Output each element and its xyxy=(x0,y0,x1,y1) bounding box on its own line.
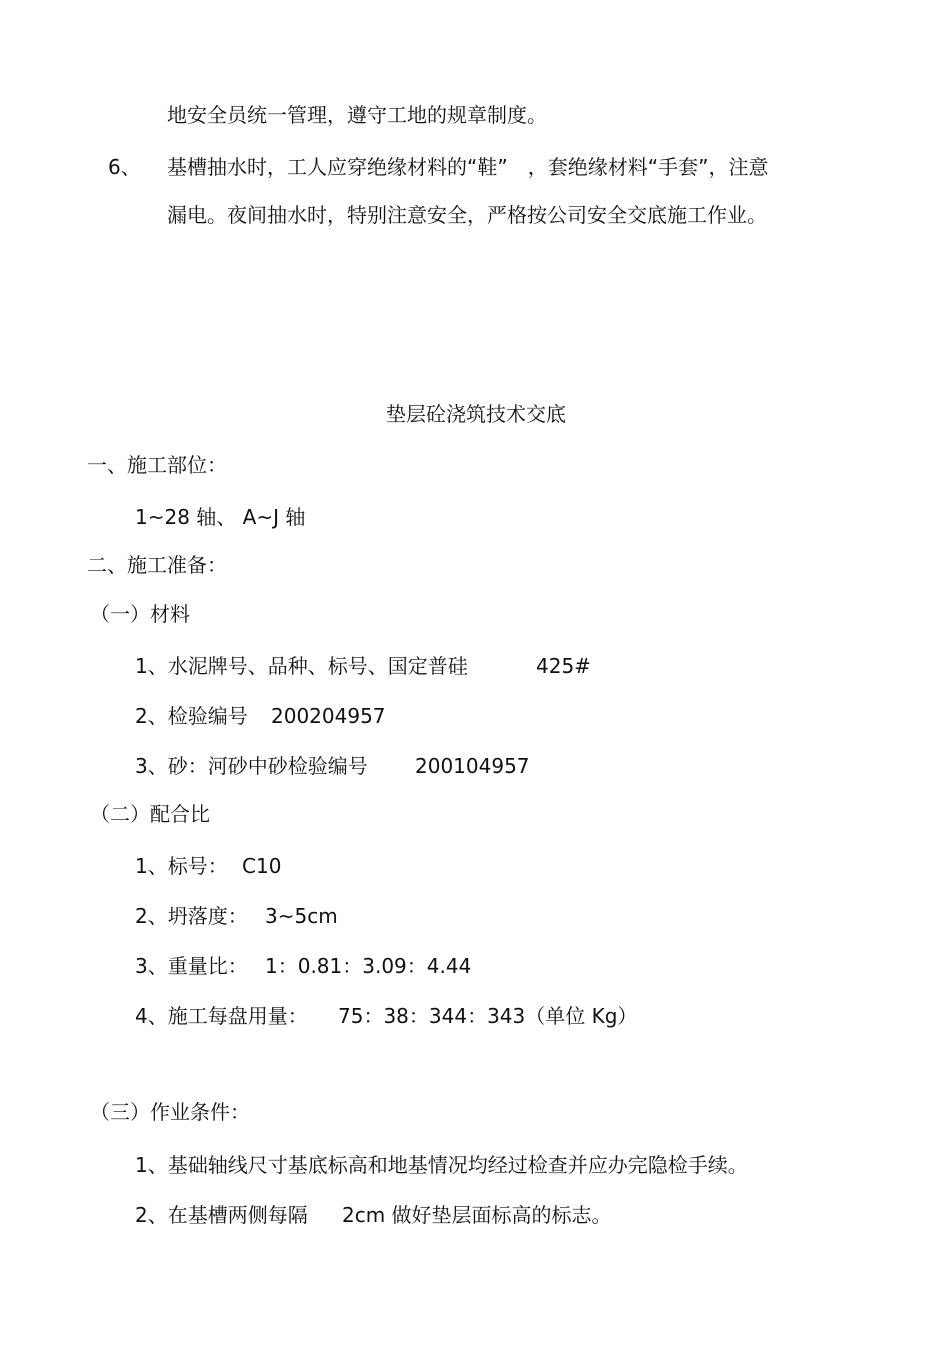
prev-line-1: 地安全员统一管理，遵守工地的规章制度。 xyxy=(167,103,547,127)
mix-2-label: 2、坍落度： xyxy=(135,904,248,928)
item-6-line-2: 漏电。夜间抽水时，特别注意安全，严格按公司安全交底施工作业。 xyxy=(167,203,767,227)
mix-3-value: 1：0.81：3.09：4.44 xyxy=(265,954,472,978)
item-6-line-1: 基槽抽水时，工人应穿绝缘材料的“鞋” ，套绝缘材料“手套”，注意 xyxy=(167,155,769,179)
mix-1-value: C10 xyxy=(242,854,282,878)
subsection-materials-heading: （一）材料 xyxy=(90,602,190,626)
section-1-text: 1~28 轴、 A~J 轴 xyxy=(135,505,306,529)
mix-4-value: 75：38：344：343（单位 Kg） xyxy=(338,1004,638,1028)
condition-1: 1、基础轴线尺寸基底标高和地基情况均经过检查并应办完隐检手续。 xyxy=(135,1153,748,1177)
mix-3-label: 3、重量比： xyxy=(135,954,248,978)
material-2-label: 2、检验编号 xyxy=(135,704,248,728)
subsection-conditions-heading: （三）作业条件： xyxy=(90,1100,250,1124)
subsection-mix-heading: （二）配合比 xyxy=(90,802,210,826)
item-6-number: 6、 xyxy=(108,155,141,179)
condition-2-text: 2cm 做好垫层面标高的标志。 xyxy=(342,1203,612,1227)
mix-1-label: 1、标号： xyxy=(135,854,228,878)
material-1-label: 1、水泥牌号、品种、标号、国定普硅 xyxy=(135,654,468,678)
condition-2-label: 2、在基槽两侧每隔 xyxy=(135,1203,308,1227)
section-2-heading: 二、施工准备： xyxy=(87,553,227,577)
material-1-value: 425# xyxy=(536,654,591,678)
doc-title: 垫层砼浇筑技术交底 xyxy=(386,402,566,426)
material-2-value: 200204957 xyxy=(271,704,386,728)
material-3-label: 3、砂：河砂中砂检验编号 xyxy=(135,754,368,778)
mix-4-label: 4、施工每盘用量： xyxy=(135,1004,308,1028)
mix-2-value: 3~5cm xyxy=(265,904,338,928)
section-1-heading: 一、施工部位： xyxy=(87,453,227,477)
material-3-value: 200104957 xyxy=(415,754,530,778)
